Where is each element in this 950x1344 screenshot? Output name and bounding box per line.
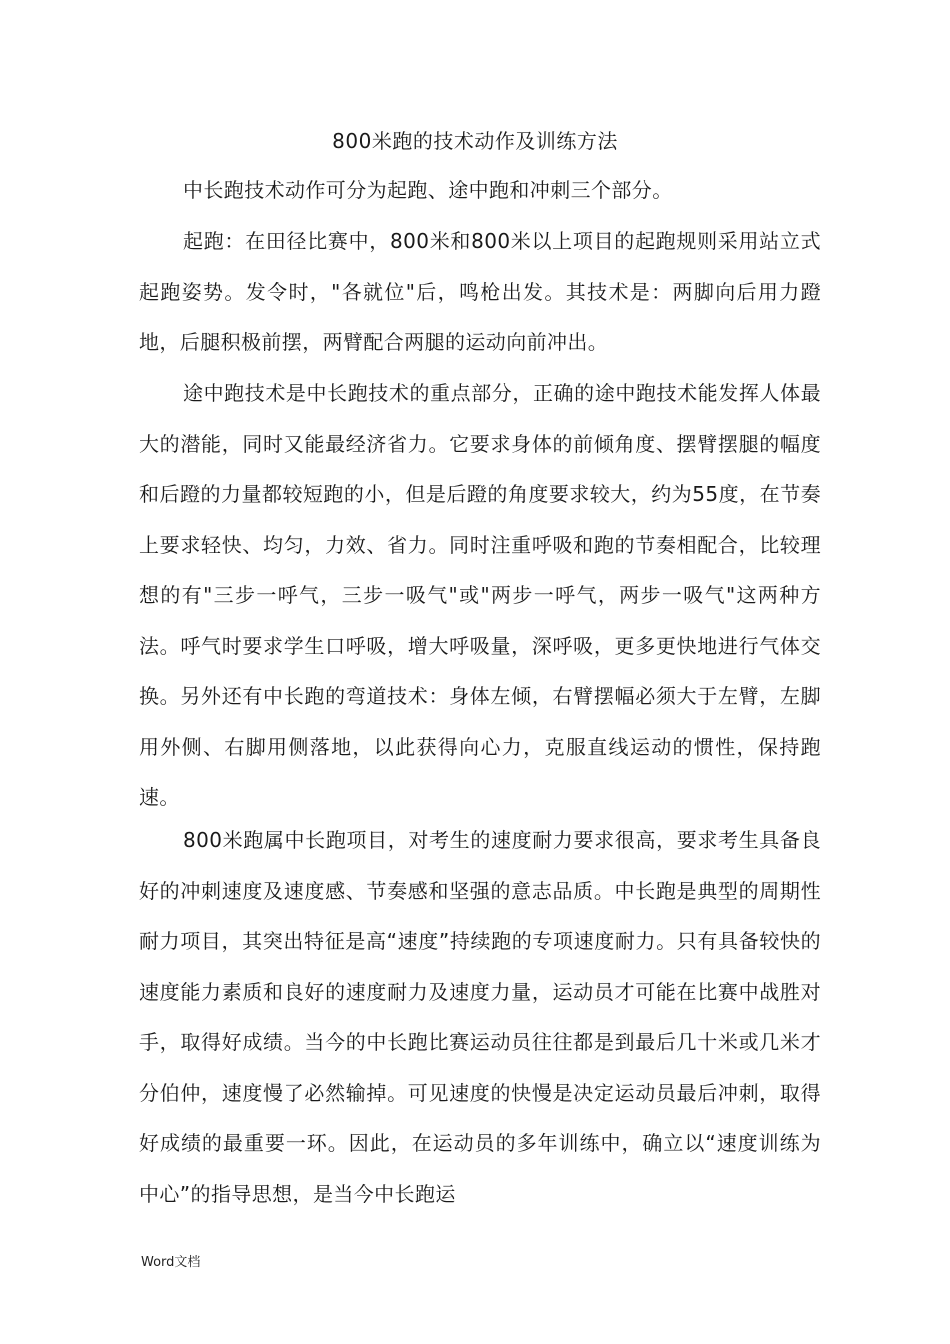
paragraph-800m: 800米跑属中长跑项目，对考生的速度耐力要求很高，要求考生具备良好的冲刺速度及速度感、节奏感和坚强的意志品质。中长跑是典型的周期性耐力项目，其突出特征是高“速度”持续跑的专项速度耐力。只有具备较快的速度能力素质和良好的速度耐力及速度力量，运动员才可能在比赛中战胜对手，取得好成绩。当今的中长跑比赛运动员往往都是到最后几十米或几米才分伯仲，速度慢了必然输掉。可见速度的快慢是决定运动员最后冲刺，取得好成绩的最重要一环。因此，在运动员的多年训练中，确立以“速度训练为中心”的指导思想，是当今中长跑运 bbox=[139, 828, 821, 1206]
page-footer: Word文档 bbox=[141, 1255, 201, 1270]
paragraph-midway: 途中跑技术是中长跑技术的重点部分，正确的途中跑技术能发挥人体最大的潜能，同时又能最经济省力。它要求身体的前倾角度、摆臂摆腿的幅度和后蹬的力量都较短跑的小，但是后蹬的角度要求较大，约为55度，在节奏上要求轻快、均匀，力效、省力。同时注重呼吸和跑的节奏相配合，比较理想的有"三步一呼气，三步一吸气"或"两步一呼气，两步一吸气"这两种方法。呼气时要求学生口呼吸，增大呼吸量，深呼吸，更多更快地进行气体交换。另外还有中长跑的弯道技术：身体左倾，右臂摆幅必须大于左臂，左脚用外侧、右脚用侧落地，以此获得向心力，克服直线运动的惯性，保持跑速。 bbox=[139, 381, 821, 809]
paragraph-start: 起跑：在田径比赛中，800米和800米以上项目的起跑规则采用站立式起跑姿势。发令时，"各就位"后，鸣枪出发。其技术是：两脚向后用力蹬地，后腿积极前摆，两臂配合两腿的运动向前冲出。 bbox=[139, 229, 821, 354]
document-title: 800米跑的技术动作及训练方法 bbox=[332, 129, 618, 153]
paragraph-intro: 中长跑技术动作可分为起跑、途中跑和冲刺三个部分。 bbox=[183, 178, 673, 202]
